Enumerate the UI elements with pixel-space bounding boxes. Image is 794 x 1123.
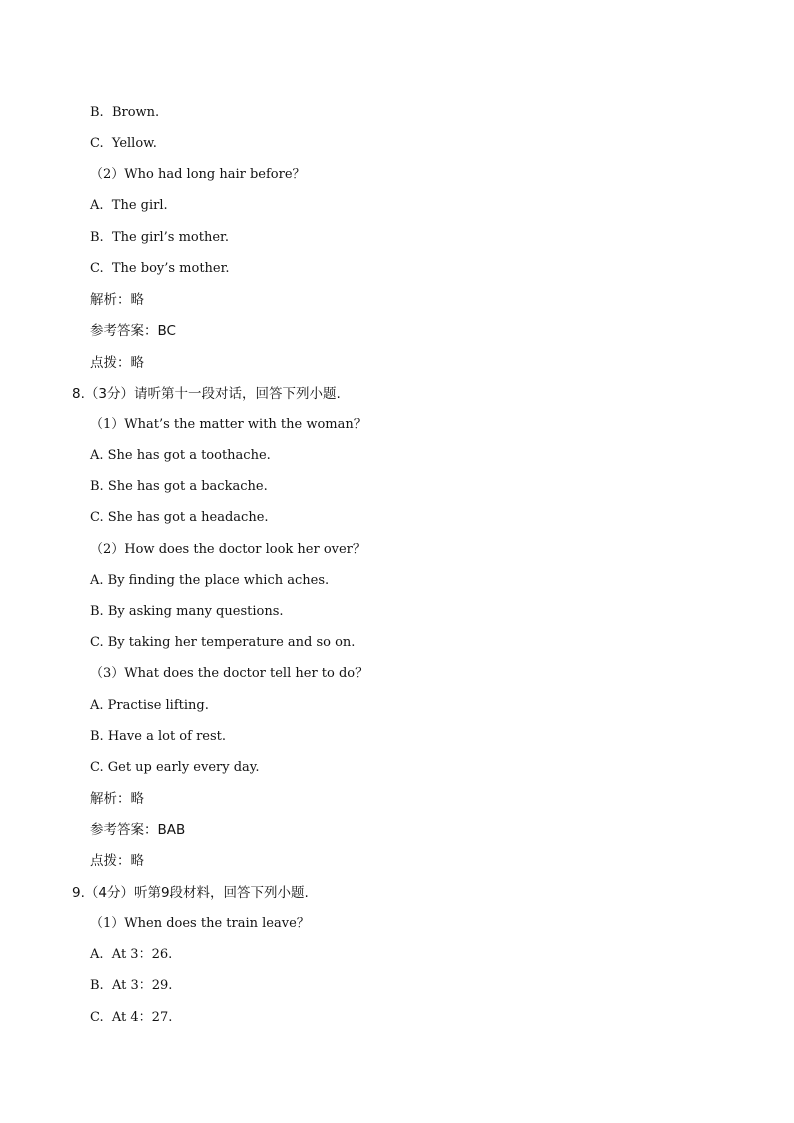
question-8-heading: 8.（3分）请听第十一段对话，回答下列小题. — [72, 386, 341, 402]
option-a-toothache: A. She has got a toothache. — [90, 448, 271, 463]
sub-question-train-leave: （1）When does the train leave？ — [90, 916, 310, 931]
option-b-329: B. At 3：29. — [90, 978, 173, 993]
option-c-boys-mother: C. The boy’s mother. — [90, 261, 230, 276]
sub-question-matter-with-woman: （1）What’s the matter with the woman？ — [90, 417, 367, 432]
option-c-yellow: C. Yellow. — [90, 136, 157, 151]
option-c-headache: C. She has got a headache. — [90, 510, 269, 525]
option-c-427: C. At 4：27. — [90, 1010, 173, 1025]
option-a-326: A. At 3：26. — [90, 947, 173, 962]
option-b-rest: B. Have a lot of rest. — [90, 729, 227, 744]
option-b-brown: B. Brown. — [90, 105, 160, 120]
option-c-get-up-early: C. Get up early every day. — [90, 760, 260, 775]
option-a-girl: A. The girl. — [90, 198, 168, 213]
analysis-label: 解析：略 — [90, 791, 144, 807]
sub-question-long-hair: （2）Who had long hair before？ — [90, 167, 306, 182]
question-9-heading: 9.（4分）听第9段材料，回答下列小题. — [72, 885, 309, 901]
hint-label: 点拨：略 — [90, 355, 144, 371]
sub-question-doctor-look-over: （2）How does the doctor look her over？ — [90, 542, 366, 557]
analysis-label: 解析：略 — [90, 292, 144, 308]
option-a-practise-lifting: A. Practise lifting. — [90, 698, 209, 713]
reference-answer: 参考答案：BC — [90, 323, 176, 339]
option-c-taking-temperature: C. By taking her temperature and so on. — [90, 635, 356, 650]
option-b-girls-mother: B. The girl’s mother. — [90, 230, 229, 245]
reference-answer: 参考答案：BAB — [90, 822, 186, 838]
option-a-finding-place: A. By finding the place which aches. — [90, 573, 330, 588]
sub-question-doctor-tell-do: （3）What does the doctor tell her to do？ — [90, 666, 369, 681]
hint-label: 点拨：略 — [90, 853, 144, 869]
option-b-backache: B. She has got a backache. — [90, 479, 268, 494]
option-b-asking-questions: B. By asking many questions. — [90, 604, 284, 619]
